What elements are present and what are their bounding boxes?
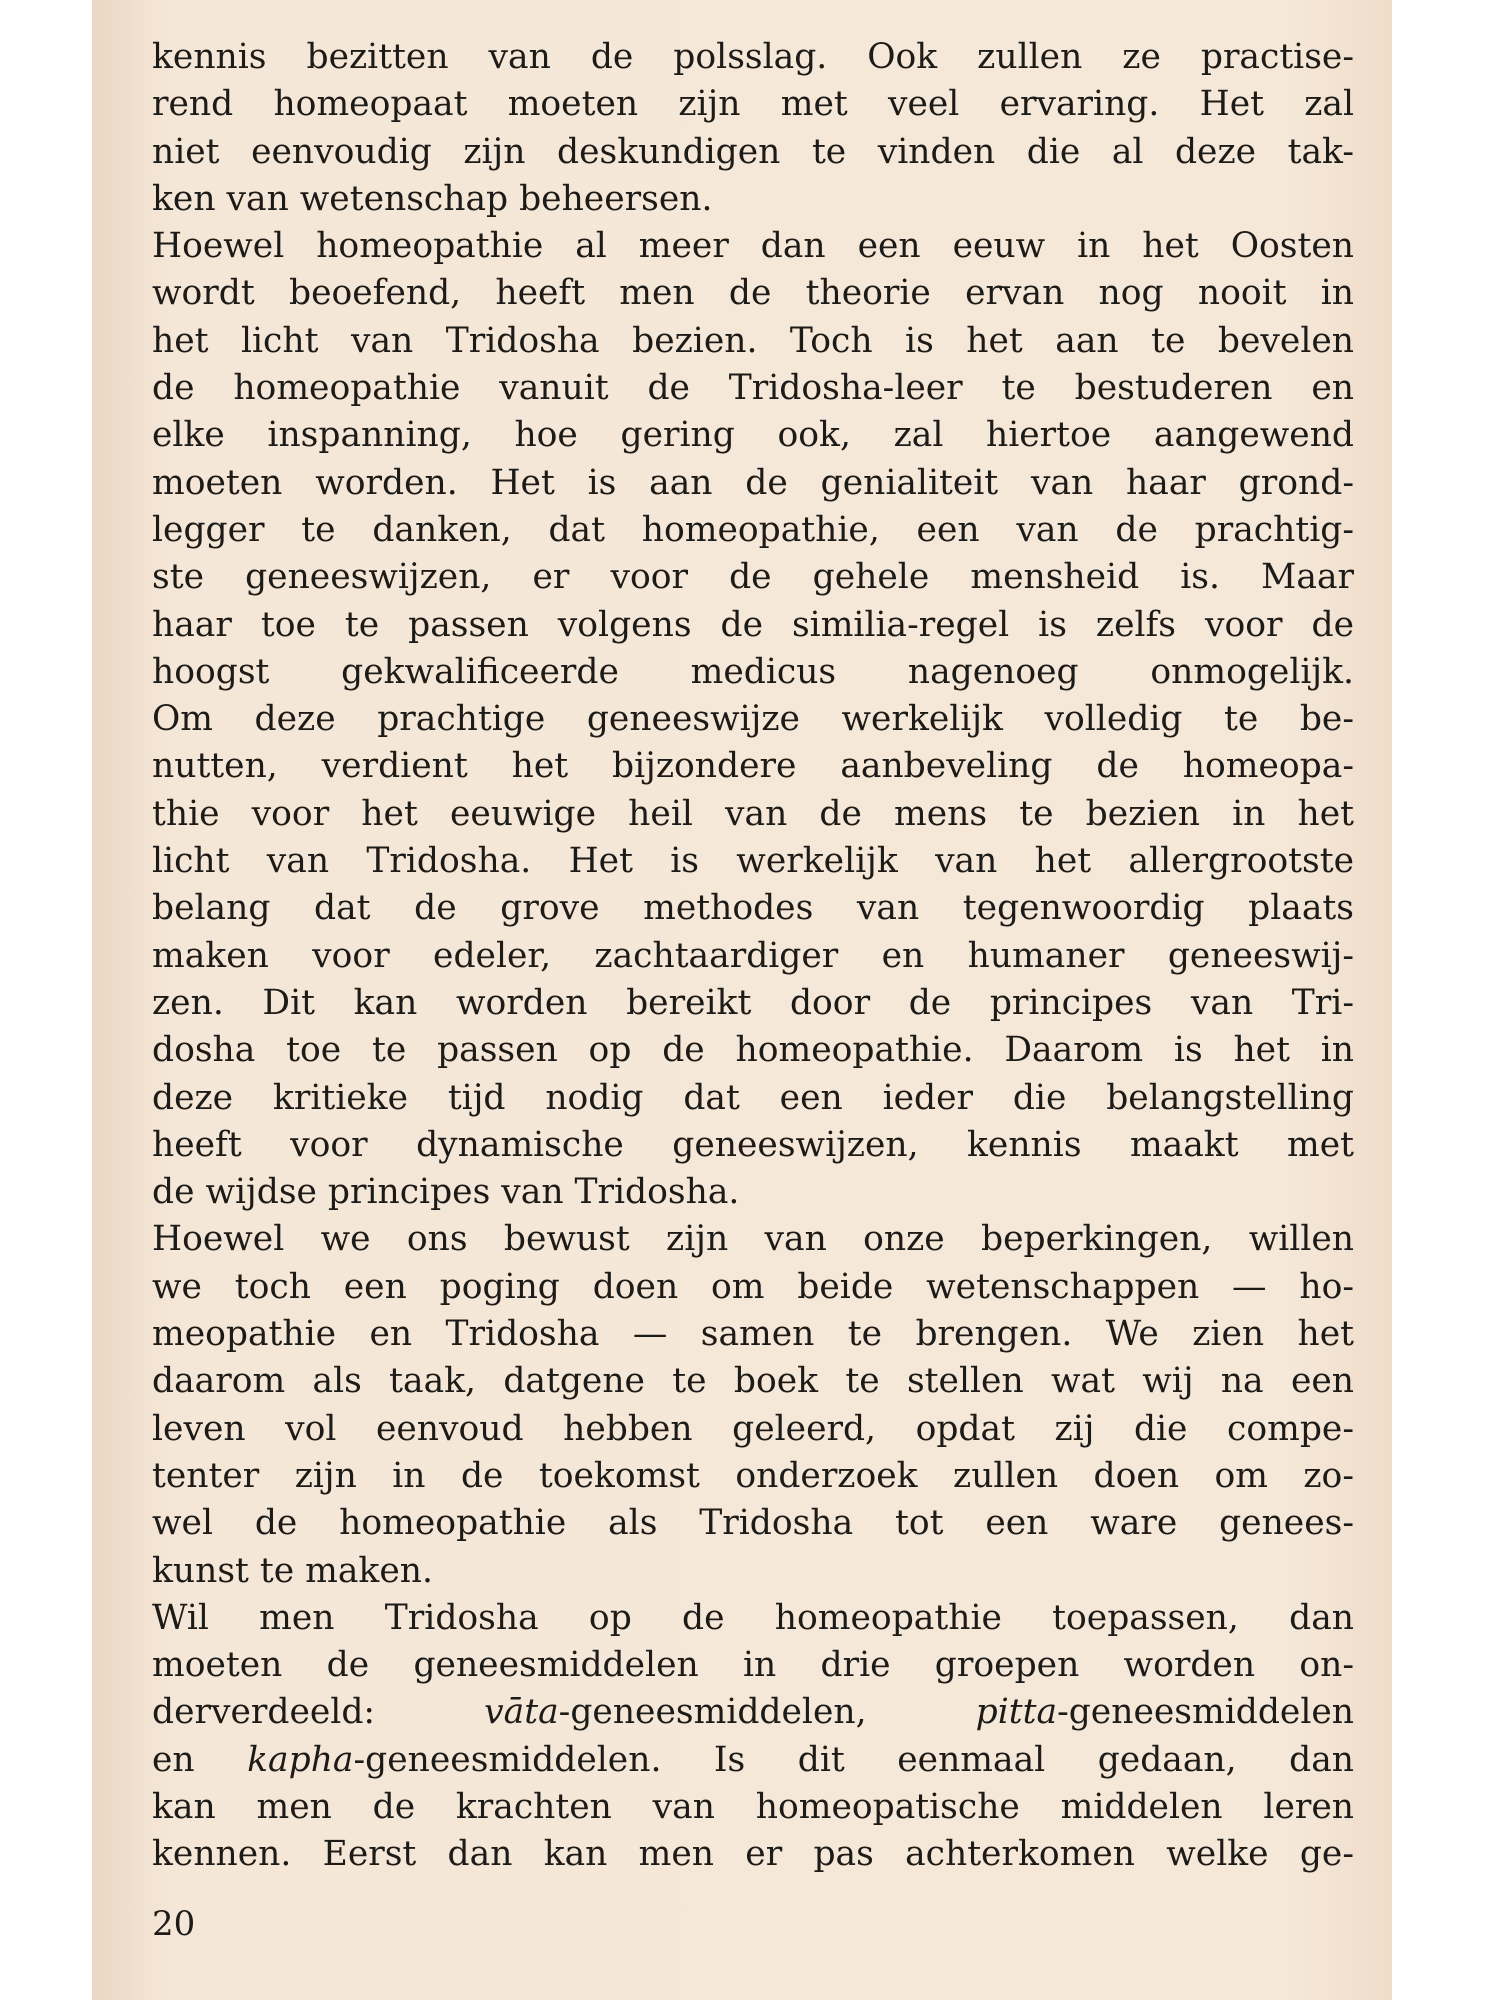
text-line: leven vol eenvoud hebben geleerd, opdat zij die compe-: [152, 1408, 1354, 1449]
text-line: thie voor het eeuwige heil van de mens te bezien in het: [152, 793, 1354, 834]
text-line: kennen. Eerst dan kan men er pas achterkomen welke ge-: [152, 1834, 1354, 1875]
line-fragment: en: [152, 1739, 248, 1780]
text-line: nutten, verdient het bijzondere aanbeveling de homeopa-: [152, 746, 1354, 787]
term-kapha: kapha: [247, 1739, 354, 1780]
text-line: we toch een poging doen om beide wetenschappen — ho-: [152, 1266, 1354, 1307]
text-line: de wijdse principes van Tridosha.: [152, 1172, 740, 1213]
text-line: heeft voor dynamische geneeswijzen, kennis maakt met: [152, 1124, 1354, 1165]
text-line: Om deze prachtige geneeswijze werkelijk volledig te be-: [152, 699, 1354, 740]
text-line: wel de homeopathie als Tridosha tot een ware genees-: [152, 1503, 1354, 1544]
text-line: maken voor edeler, zachtaardiger en humaner geneeswij-: [152, 935, 1354, 976]
text-line: dosha toe te passen op de homeopathie. Daarom is het in: [152, 1030, 1354, 1071]
text-line: kunst te maken.: [152, 1550, 433, 1591]
text-line: haar toe te passen volgens de similia-regel is zelfs voor de: [152, 604, 1354, 645]
text-line: belang dat de grove methodes van tegenwoordig plaats: [152, 888, 1354, 929]
line-fragment: -geneesmiddelen: [1057, 1692, 1354, 1733]
text-line: legger te danken, dat homeopathie, een van de prachtig-: [152, 509, 1354, 550]
line-fragment: derverdeeld:: [152, 1692, 485, 1733]
text-line: wordt beoefend, heeft men de theorie ervan nog nooit in: [152, 273, 1354, 314]
text-line: licht van Tridosha. Het is werkelijk van het allergrootste: [152, 841, 1354, 882]
body-text: [152, 34, 1354, 1879]
text-line: Hoewel homeopathie al meer dan een eeuw in het Oosten: [152, 226, 1354, 267]
term-pitta: pitta: [975, 1692, 1058, 1733]
text-line: moeten worden. Het is aan de genialiteit van haar grond-: [152, 462, 1354, 503]
book-page: [92, 0, 1392, 2000]
text-line: zen. Dit kan worden bereikt door de principes van Tri-: [152, 982, 1354, 1023]
text-line: elke inspanning, hoe gering ook, zal hiertoe aangewend: [152, 415, 1354, 456]
text-line: kennis bezitten van de polsslag. Ook zullen ze practise-: [152, 37, 1354, 77]
line-fragment: -geneesmiddelen. Is dit eenmaal gedaan, dan: [353, 1739, 1354, 1780]
text-line: deze kritieke tijd nodig dat een ieder die belangstelling: [152, 1077, 1354, 1118]
text-line: Hoewel we ons bewust zijn van onze beperkingen, willen: [152, 1219, 1354, 1260]
text-line: tenter zijn in de toekomst onderzoek zullen doen om zo-: [152, 1455, 1354, 1496]
text-line: meopathie en Tridosha — samen te brengen. We zien het: [152, 1314, 1354, 1355]
text-line: ken van wetenschap beheersen.: [152, 178, 713, 219]
text-line: de homeopathie vanuit de Tridosha-leer te bestuderen en: [152, 368, 1354, 409]
text-line-with-italics: [152, 1689, 1354, 1736]
text-line: kan men de krachten van homeopatische middelen leren: [152, 1786, 1354, 1827]
term-vata: vāta: [484, 1692, 559, 1733]
text-line: moeten de geneesmiddelen in drie groepen worden on-: [152, 1645, 1354, 1686]
text-line: Wil men Tridosha op de homeopathie toepassen, dan: [152, 1597, 1354, 1638]
text-line: hoogst gekwalificeerde medicus nagenoeg onmogelijk.: [152, 651, 1354, 692]
text-line: rend homeopaat moeten zijn met veel ervaring. Het zal: [152, 84, 1354, 125]
text-line: het licht van Tridosha bezien. Toch is het aan te bevelen: [152, 320, 1354, 361]
text-line: daarom als taak, datgene te boek te stellen wat wij na een: [152, 1361, 1354, 1402]
page-number: 20: [152, 1904, 196, 1944]
line-fragment: -geneesmiddelen,: [558, 1692, 976, 1733]
text-line: niet eenvoudig zijn deskundigen te vinden die al deze tak-: [152, 131, 1354, 172]
text-line-with-italics: [152, 1737, 1354, 1784]
text-line: ste geneeswijzen, er voor de gehele mensheid is. Maar: [152, 557, 1354, 598]
